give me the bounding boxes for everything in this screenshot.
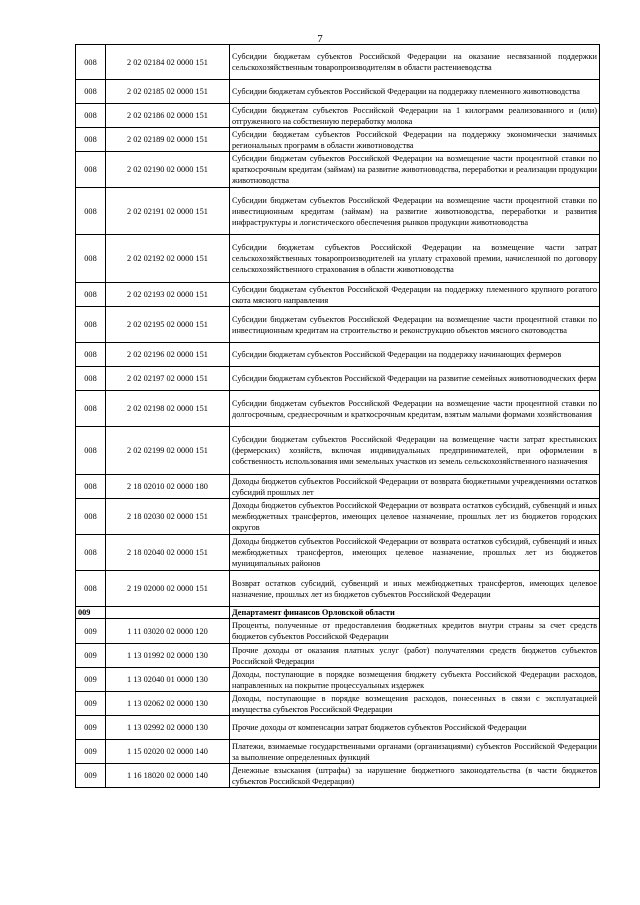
revenue-name-cell: Субсидии бюджетам субъектов Российской Федерации на возмещение части процентной ставки по долгосрочным, среднесрочным и краткосрочным кредитам, взятым малыми формами хозяйствования (230, 391, 600, 427)
revenue-code-cell: 2 02 02186 02 0000 151 (106, 104, 230, 128)
admin-code-cell: 008 (76, 391, 106, 427)
revenue-name-cell: Субсидии бюджетам субъектов Российской Федерации на 1 килограмм реализованного и (или) отгруженного на собственную переработку молока (230, 104, 600, 128)
revenue-name-cell: Прочие доходы от компенсации затрат бюджетов субъектов Российской Федерации (230, 716, 600, 740)
revenue-name-cell: Доходы бюджетов субъектов Российской Федерации от возврата бюджетными учреждениями остатков субсидий прошлых лет (230, 475, 600, 499)
revenue-code-cell: 1 11 03020 02 0000 120 (106, 619, 230, 644)
revenue-name-cell: Доходы бюджетов субъектов Российской Федерации от возврата остатков субсидий, субвенций и иных межбюджетных трансфертов, имеющих целевое назначение, прошлых лет из бюджетов муниципальных районов (230, 535, 600, 571)
admin-code-cell: 009 (76, 740, 106, 764)
revenue-code-cell: 2 02 02184 02 0000 151 (106, 45, 230, 80)
revenue-name-cell: Субсидии бюджетам субъектов Российской Федерации на возмещение части процентной ставки по инвестиционным кредитам (займам) на развитие животноводства, переработки и развития инфраструктуры и логистического обеспечения рынков продукции животноводства (230, 188, 600, 235)
revenue-name-cell: Субсидии бюджетам субъектов Российской Федерации на оказание несвязанной поддержки сельскохозяйственным товаропроизводителям в области растениеводства (230, 45, 600, 80)
admin-code-cell: 008 (76, 235, 106, 283)
revenue-name-cell: Проценты, полученные от предоставления бюджетных кредитов внутри страны за счет средств бюджетов субъектов Российской Федерации (230, 619, 600, 644)
admin-code-cell: 008 (76, 307, 106, 343)
revenue-code-cell: 2 02 02197 02 0000 151 (106, 367, 230, 391)
revenue-code-cell: 2 19 02000 02 0000 151 (106, 571, 230, 607)
table-row (76, 128, 600, 152)
revenue-code-cell: 2 02 02193 02 0000 151 (106, 283, 230, 307)
table-row (76, 391, 600, 427)
admin-code-cell: 008 (76, 475, 106, 499)
page-number: 7 (317, 33, 323, 45)
admin-code-cell: 008 (76, 104, 106, 128)
admin-code-cell: 008 (76, 188, 106, 235)
revenue-name-cell: Субсидии бюджетам субъектов Российской Федерации на поддержку племенного животноводства (230, 80, 600, 104)
table-row (76, 668, 600, 692)
revenue-codes-table (75, 44, 600, 788)
revenue-code-cell: 2 18 02040 02 0000 151 (106, 535, 230, 571)
revenue-name-cell: Субсидии бюджетам субъектов Российской Федерации на возмещение части затрат сельскохозяйственных товаропроизводителей на уплату страховой премии, начисленной по договору сельскохозяйственного страхования в области животноводства (230, 235, 600, 283)
admin-code-cell: 008 (76, 283, 106, 307)
table-row (76, 619, 600, 644)
table-row (76, 644, 600, 668)
revenue-name-cell: Субсидии бюджетам субъектов Российской Федерации на возмещение части процентной ставки по инвестиционным кредитам на строительство и реконструкцию объектов мясного скотоводства (230, 307, 600, 343)
admin-code-cell: 009 (76, 692, 106, 716)
table-row (76, 716, 600, 740)
table-row (76, 764, 600, 788)
revenue-code-cell: 2 02 02195 02 0000 151 (106, 307, 230, 343)
table-row (76, 45, 600, 80)
revenue-name-cell: Доходы, поступающие в порядке возмещения бюджету субъекта Российской Федерации расходов, направленных на покрытие процессуальных издержек (230, 668, 600, 692)
revenue-code-cell: 2 18 02030 02 0000 151 (106, 499, 230, 535)
revenue-code-cell: 1 15 02020 02 0000 140 (106, 740, 230, 764)
table-row (76, 571, 600, 607)
revenue-code-cell: 1 13 02040 01 0000 130 (106, 668, 230, 692)
department-row (76, 607, 600, 619)
revenue-code-cell: 1 13 02062 02 0000 130 (106, 692, 230, 716)
table-row (76, 235, 600, 283)
admin-code-cell: 008 (76, 152, 106, 188)
revenue-code-cell: 2 02 02191 02 0000 151 (106, 188, 230, 235)
revenue-code-cell: 1 13 01992 02 0000 130 (106, 644, 230, 668)
revenue-name-cell: Платежи, взимаемые государственными органами (организациями) субъектов Российской Федерации за выполнение определенных функций (230, 740, 600, 764)
revenue-name-cell: Прочие доходы от оказания платных услуг (работ) получателями средств бюджетов субъектов Российской Федерации (230, 644, 600, 668)
revenue-code-cell: 2 02 02192 02 0000 151 (106, 235, 230, 283)
admin-code-cell: 008 (76, 535, 106, 571)
revenue-name-cell: Субсидии бюджетам субъектов Российской Федерации на поддержку начинающих фермеров (230, 343, 600, 367)
table-row (76, 104, 600, 128)
revenue-name-cell: Субсидии бюджетам субъектов Российской Федерации на возмещение части процентной ставки по краткосрочным кредитам (займам) на развитие животноводства, переработки и реализации продукции животноводства (230, 152, 600, 188)
table-row (76, 692, 600, 716)
table-row (76, 283, 600, 307)
admin-code-cell: 008 (76, 499, 106, 535)
table-row (76, 427, 600, 475)
admin-code-cell: 009 (76, 668, 106, 692)
revenue-code-cell: 2 02 02189 02 0000 151 (106, 128, 230, 152)
revenue-name-cell: Доходы бюджетов субъектов Российской Федерации от возврата остатков субсидий, субвенций и иных межбюджетных трансфертов, имеющих целевое назначение, прошлых лет из бюджетов городских округов (230, 499, 600, 535)
revenue-name-cell: Возврат остатков субсидий, субвенций и иных межбюджетных трансфертов, имеющих целевое назначение, прошлых лет из бюджетов субъектов Российской Федерации (230, 571, 600, 607)
admin-code-cell: 009 (76, 619, 106, 644)
table-row (76, 80, 600, 104)
revenue-name-cell: Субсидии бюджетам субъектов Российской Федерации на развитие семейных животноводческих ферм (230, 367, 600, 391)
table-row (76, 740, 600, 764)
table-row (76, 367, 600, 391)
revenue-name-cell: Субсидии бюджетам субъектов Российской Федерации на поддержку племенного крупного рогатого скота мясного направления (230, 283, 600, 307)
revenue-code-cell: 1 16 18020 02 0000 140 (106, 764, 230, 788)
revenue-code-cell: 1 13 02992 02 0000 130 (106, 716, 230, 740)
admin-code-cell: 008 (76, 367, 106, 391)
admin-code-cell: 008 (76, 80, 106, 104)
table-row (76, 188, 600, 235)
admin-code-cell: 008 (76, 128, 106, 152)
table-row (76, 499, 600, 535)
admin-code-cell: 009 (76, 716, 106, 740)
revenue-code-cell: 2 02 02190 02 0000 151 (106, 152, 230, 188)
revenue-name-cell: Субсидии бюджетам субъектов Российской Федерации на поддержку экономически значимых региональных программ в области животноводства (230, 128, 600, 152)
revenue-code-cell: 2 18 02010 02 0000 180 (106, 475, 230, 499)
revenue-code-cell: 2 02 02198 02 0000 151 (106, 391, 230, 427)
admin-code-cell: 008 (76, 571, 106, 607)
table-row (76, 343, 600, 367)
admin-code-cell: 008 (76, 45, 106, 80)
table-row (76, 535, 600, 571)
revenue-name-cell: Субсидии бюджетам субъектов Российской Федерации на возмещение части затрат крестьянских (фермерских) хозяйств, включая индивидуальных предпринимателей, при оформлении в собственность использования ими земельных участков из земель сельскохозяйственного назначения (230, 427, 600, 475)
admin-code-cell: 009 (76, 764, 106, 788)
admin-code-cell: 008 (76, 343, 106, 367)
revenue-code-cell: 2 02 02196 02 0000 151 (106, 343, 230, 367)
revenue-name-cell: Денежные взыскания (штрафы) за нарушение бюджетного законодательства (в части бюджетов субъектов Российской Федерации) (230, 764, 600, 788)
revenue-code-cell: 2 02 02199 02 0000 151 (106, 427, 230, 475)
admin-code-cell: 009 (76, 607, 106, 619)
revenue-code-cell (106, 607, 230, 619)
revenue-name-cell: Доходы, поступающие в порядке возмещения расходов, понесенных в связи с эксплуатацией имущества субъектов Российской Федерации (230, 692, 600, 716)
admin-code-cell: 009 (76, 644, 106, 668)
admin-code-cell: 008 (76, 427, 106, 475)
table-row (76, 152, 600, 188)
table-row (76, 307, 600, 343)
department-name-cell: Департамент финансов Орловской области (230, 607, 600, 619)
table-body (76, 45, 600, 788)
revenue-code-cell: 2 02 02185 02 0000 151 (106, 80, 230, 104)
table-row (76, 475, 600, 499)
